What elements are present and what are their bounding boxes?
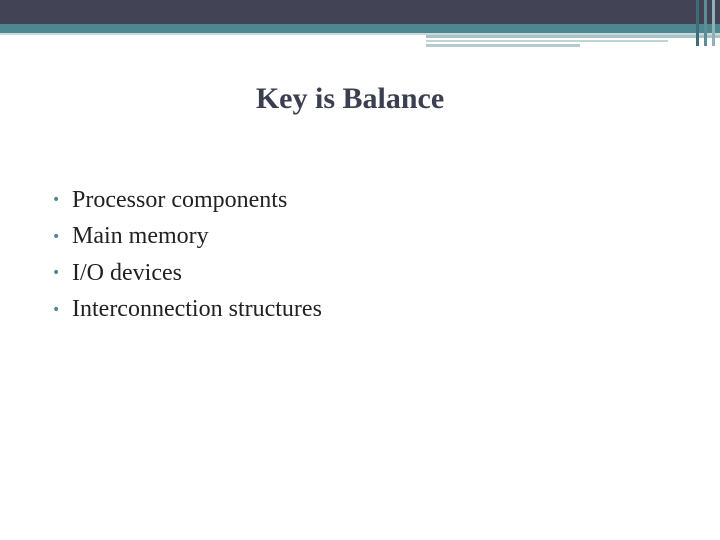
corner-accent-bar — [712, 0, 715, 46]
bullet-icon: • — [52, 228, 61, 245]
bullet-icon: • — [52, 265, 61, 282]
bullet-icon: • — [52, 301, 61, 318]
bullet-item — [52, 255, 322, 292]
corner-accent-bar — [696, 0, 699, 46]
slide-title: Key is Balance — [255, 82, 445, 115]
header-band-dark — [0, 0, 720, 24]
header-accent-line — [426, 35, 720, 38]
bullet-text: I/O devices — [72, 259, 182, 286]
header-accent-line — [426, 44, 580, 47]
bullet-item — [52, 219, 322, 256]
bullet-text: Processor components — [72, 186, 288, 213]
corner-accent-bar — [704, 0, 707, 46]
bullet-list — [52, 182, 322, 328]
bullet-item — [52, 182, 322, 219]
bullet-icon: • — [52, 192, 61, 209]
header-band-teal — [0, 24, 720, 33]
bullet-text: Main memory — [72, 223, 209, 250]
bullet-text: Interconnection structures — [72, 296, 322, 323]
header-accent-line — [426, 40, 668, 42]
bullet-item — [52, 292, 322, 329]
